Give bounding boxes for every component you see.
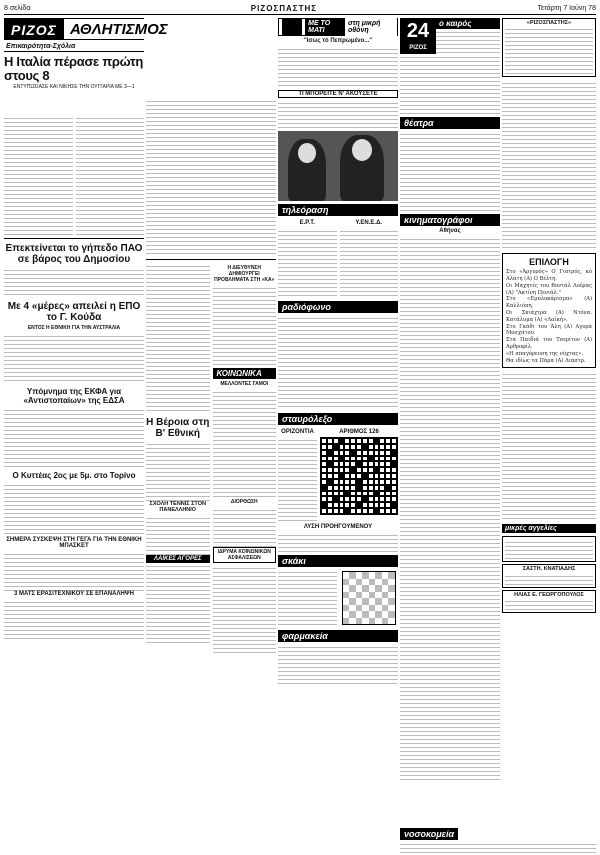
koinonika-banner: ΚΟΙΝΩΝΙΚΑ [213,368,277,379]
weather-24-sub: ΡΙΖΟΣ [409,45,427,51]
epo-article-text [4,333,144,383]
kytteas-article-text [4,482,144,537]
epilogi-item: Στα Παιδιά του Τσερίτον (Α) Αρθροφίλ. [506,337,592,350]
weather-box [400,18,500,54]
tv-header-small: ΜΕ ΤΟ ΜΑΤΙ [305,18,345,36]
lead-headline: Η Ιταλία πέρασε πρώτη στους 8 [4,54,144,83]
pao-article-text [4,267,144,297]
yened-schedule [340,228,399,298]
lysi-text [278,532,398,552]
tennis-article-text [146,515,210,555]
small-ad-3 [502,590,596,613]
crossword-grid [320,437,398,515]
ekfa-article-text [4,407,144,467]
weather-24-badge [400,18,436,54]
stavrolexo-banner: σταυρόλεξο [278,413,398,425]
theatra-listings [400,131,500,211]
skaki-banner: σκάκι [278,555,398,567]
epilogi-item: Στο «Άργυρός» Ο Γιατρός, κό Αλάτη (Α) Ο Βέλτη. [506,269,592,282]
orizontia-title: ΟΡΙΖΟΝΤΙΑ [281,429,314,435]
ika-text [213,565,277,655]
small-ad-2-title: ΣΑΣΤΗ. ΚΝΑΤΙΑΔΗΣ [522,566,576,573]
rizospastis-ad-title: «ΡΙΖΟΣΠΑΣΤΗΣ» [526,20,572,26]
lead-article-text [4,93,144,113]
athlitismos-title: ΑΘΛΗΤΙΣΜΟΣ [63,19,174,39]
weather-title: ο καιρός [436,18,500,29]
radio-schedule [278,315,398,410]
radiofono-banner: ραδιόφωνο [278,301,398,313]
ika-title: ΙΔΡΥΜΑ ΚΟΙΝΩΝΙΚΩΝ ΑΣΦΑΛΙΣΕΩΝ [213,547,277,563]
athina-title: Αθήνας [439,228,461,234]
tv-column [278,18,398,849]
crossword-number: ΑΡΙΘΜΟΣ 126 [339,429,379,435]
mikres-aggelies-banner: μικρές αγγελίες [502,524,596,533]
tv-section-header [278,18,398,36]
ert-title: Ε.Ρ.Τ. [299,220,315,226]
epilogi-list [506,269,592,364]
sports-col-text-a [146,263,210,413]
weather-text [436,29,500,56]
crossword-cell [391,508,397,514]
theatra-listings-2 [502,80,596,250]
masthead: ΡΙΖΟΣΠΑΣΤΗΣ [250,4,318,13]
pao-stadium-headline: Επεκτείνεται το γήπεδο ΠΑΟ σε βάρος του Δημοσίου [5,242,143,265]
ekfa-headline: Υπόμνημα της ΕΚΦΑ για «Αντιστοπαίων» της ΕΔΣΑ [23,386,125,405]
erasitexniko-article-text [4,599,144,639]
page-number: 8 σελίδα [4,5,31,12]
epilogi-item: Θα ιδίως τα Πάρα (Α) Διαστρ. [506,357,586,364]
sports-social-column [146,18,276,849]
chess-text [278,569,337,627]
chess-square [388,618,395,625]
ka-article-text [213,285,277,365]
tv-quote-title: "Ισως τό Πεπρωμένο..." [303,38,373,44]
small-ad-3-title: ΗΛΙΑΣ Ε. ΓΕΩΡΓΟΠΟΥΛΟΣ [514,591,584,598]
orizontia-clues [278,437,317,522]
lead-article-continued [146,98,276,256]
basket-headline: ΣΗΜΕΡΑ ΣΥΣΚΕΨΗ ΣΤΗ ΓΕΓΑ ΓΙΑ ΤΗΝ ΕΘΝΙΚΗ ΜΠΑΣΚΕΤ [6,536,142,549]
farmakeia-text [278,644,398,684]
nosokomeia-text [400,841,596,855]
tv-header-title: στη μικρή οθόνη [345,18,397,36]
cinema-listings [400,236,500,781]
tennis-headline: ΣΧΟΛΗ ΤΕΝΝΙΣ ΣΤΟΝ ΠΑΝΕΛΛΗΝΙΟ [149,501,206,513]
epilogi-item: «Η απαγόρευση της νύχτας». [506,350,584,357]
tv-review-text [278,46,398,88]
sports-column [4,18,168,849]
sports-section-banner [4,18,168,40]
epo-kouda-headline: Με 4 «μέρες» απειλεί η ΕΠΟ το Γ. Κούδα [7,300,141,323]
veroia-article-text [146,441,210,501]
lead-subheadline: ΕΝΤΥΠΩΣΙΑΣΕ ΚΑΙ ΝΙΚΗΣΕ ΤΗΝ ΟΥΓΓΑΡΙΑ ΜΕ 3—1 [13,84,135,90]
veroia-headline: Η Βέροια στη Β' Εθνική [146,417,210,439]
nosokomeia-banner: νοσοκομεία [400,828,458,840]
lysi-title: ΛΥΣΗ ΠΡΟΗΓΟΥΜΕΝΟΥ [303,524,373,530]
page-header [4,3,596,15]
yened-title: Υ.ΕΝ.Ε.Δ. [355,220,383,226]
epilogi-item: Στο Γκάθι του Άλη (Α) Αγορά Μοσχάτου. [506,323,592,337]
basket-article-text [4,551,144,591]
epilogi-item: Στο «Εμπλοκάρισμα» (Α) Καλλιόπη. [506,296,592,310]
laikes-agores-text [146,563,210,643]
diorthosi-text [213,507,277,547]
tileorasi-banner: τηλεόραση [278,204,398,216]
epo-kicker: ΕΝΤΟΣ Η ΕΘΝΙΚΗ ΓΙΑ ΤΗΝ ΑΥΣΤΡΑΛΙΑ [27,324,121,331]
mellontes-gamoi-title: ΜΕΛΛΟΝΤΕΣ ΓΑΜΟΙ [220,381,269,387]
small-ad-1 [502,536,596,562]
lead-article-col-1 [4,115,73,235]
epilogi-item: Οι Μαχητές του Βοντάλ Λοέρας (Α) "Ακτίνη Πενιάλ." [506,282,592,296]
hospitals-strip [400,822,596,855]
small-ad-2 [502,564,596,587]
issue-date: Τετάρτη 7 Ιούνη 78 [537,5,596,12]
ads-column [502,18,596,849]
sports-subbanner: Επικαιρότητα-Σχόλια [4,42,144,52]
rizospastis-ad-text [505,26,593,74]
theatra-banner: θέατρα [400,117,500,129]
farmakeia-banner: φαρμακεία [278,630,398,642]
tv-photo [278,131,398,201]
weather-24-number: 24 [406,20,430,42]
koinonika-text [213,389,277,499]
diorthosi-title: ΔΙΟΡΘΩΣΗ [230,499,258,505]
rizospastis-ad [502,18,596,77]
weather-text-cont [400,54,500,114]
epilogi-title: ΕΠΙΛΟΓΗ [529,257,569,268]
ert-schedule [278,228,337,298]
kytteas-headline: Ο Κυττέας 2ος με 5μ. στο Τορίνο [12,470,136,480]
cinema-listings-2 [502,371,596,521]
lead-article-col-2 [76,115,145,235]
kinimatografoi-banner: κινηματογράφοι [400,214,500,226]
erasitexniko-headline: 3 ΜΑΤΣ ΕΡΑΣΙΤΕΧΝΙΚΟΥ ΣΕ ΕΠΑΝΑΛΗΨΗ [14,590,134,597]
film-reel-icon [282,19,302,35]
laikes-agores-banner: ΛΑΪΚΕΣ ΑΓΟΡΕΣ [146,555,210,563]
can-hear-text [278,100,398,128]
chess-board [342,571,396,625]
can-hear-title: ΤΙ ΜΠΟΡΕΙΤΕ Ν' ΑΚΟΥΣΕΤΕ [278,90,398,98]
epilogi-item: Οι Σκιάχτρα (Α) Ντόνα. Κατάλυμα (Α) «Λαϊκή». [506,309,592,323]
listings-column [400,18,500,849]
rizos-label: ΡΙΖΟΣ [5,19,63,39]
epilogi-box [502,253,596,368]
ka-headline: Η ΔΙΕΥΘΥΝΣΗ ΔΗΜΙΟΥΡΓΕΙ ΠΡΟΒΛΗΜΑΤΑ ΣΤΗ «ΚΑ» [214,265,275,283]
